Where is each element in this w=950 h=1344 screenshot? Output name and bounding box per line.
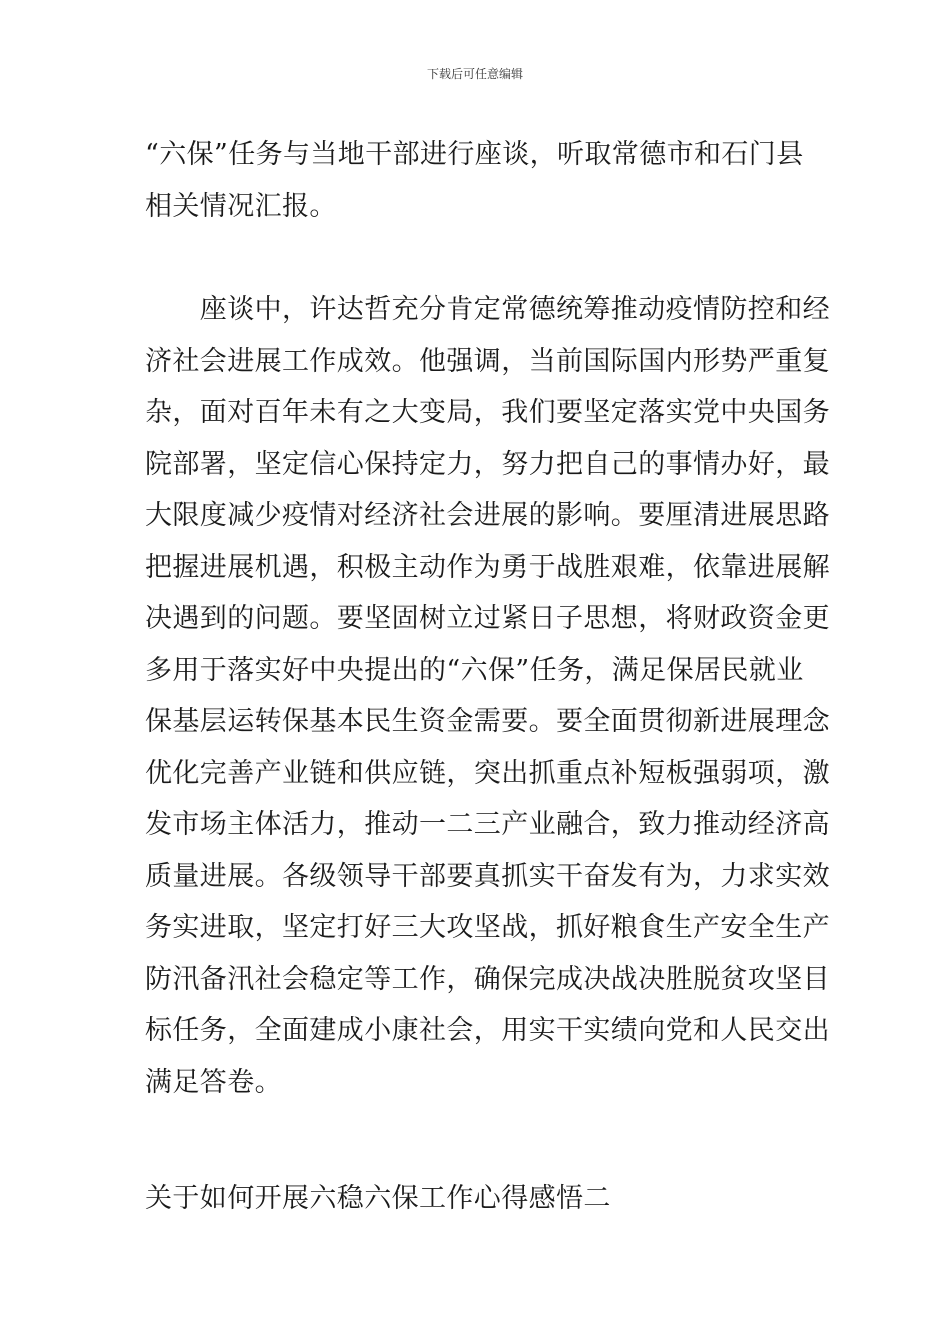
paragraph-line: 发市场主体活力，推动一二三产业融合，致力推动经济高 <box>145 809 830 840</box>
paragraph-line: 决遇到的问题。要坚固树立过紧日子思想，将财政资金更 <box>145 603 830 634</box>
paragraph-line: 多用于落实好中央提出的“六保”任务，满足保居民就业 <box>145 654 804 686</box>
paragraph-2 <box>145 284 830 1108</box>
paragraph-line: 保基层运转保基本民生资金需要。要全面贯彻新进展理念 <box>145 706 830 737</box>
paragraph-line: 标任务，全面建成小康社会，用实干实绩向党和人民交出 <box>145 1015 830 1046</box>
paragraph-line: 相关情况汇报。 <box>145 190 337 222</box>
paragraph-line: 满足答卷。 <box>145 1066 282 1098</box>
paragraph-line: 座谈中，许达哲充分肯定常德统筹推动疫情防控和经 <box>145 294 830 325</box>
paragraph-line: 院部署，坚定信心保持定力，努力把自己的事情办好，最 <box>145 448 830 480</box>
section-heading: 关于如何开展六稳六保工作心得感悟二 <box>145 1183 611 1214</box>
paragraph-line: 质量进展。各级领导干部要真抓实干奋发有为，力求实效 <box>145 860 830 892</box>
paragraph-line: 济社会进展工作成效。他强调，当前国际国内形势严重复 <box>145 345 830 377</box>
paragraph-line: 杂，面对百年未有之大变局，我们要坚定落实党中央国务 <box>145 397 830 428</box>
paragraph-line: 优化完善产业链和供应链，突出抓重点补短板强弱项，激 <box>145 757 830 789</box>
paragraph-line: 大限度减少疫情对经济社会进展的影响。要厘清进展思路 <box>145 500 830 531</box>
paragraph-line: 防汛备汛社会稳定等工作，确保完成决战决胜脱贫攻坚目 <box>145 963 830 995</box>
page-header: 下载后可任意编辑 <box>426 67 523 81</box>
paragraph-line: “六保”任务与当地干部进行座谈，听取常德市和石门县 <box>145 139 804 170</box>
paragraph-line: 务实进取，坚定打好三大攻坚战，抓好粮食生产安全生产 <box>145 912 830 943</box>
paragraph-1 <box>145 129 809 232</box>
paragraph-line: 把握进展机遇，积极主动作为勇于战胜艰难，依靠进展解 <box>145 551 830 583</box>
